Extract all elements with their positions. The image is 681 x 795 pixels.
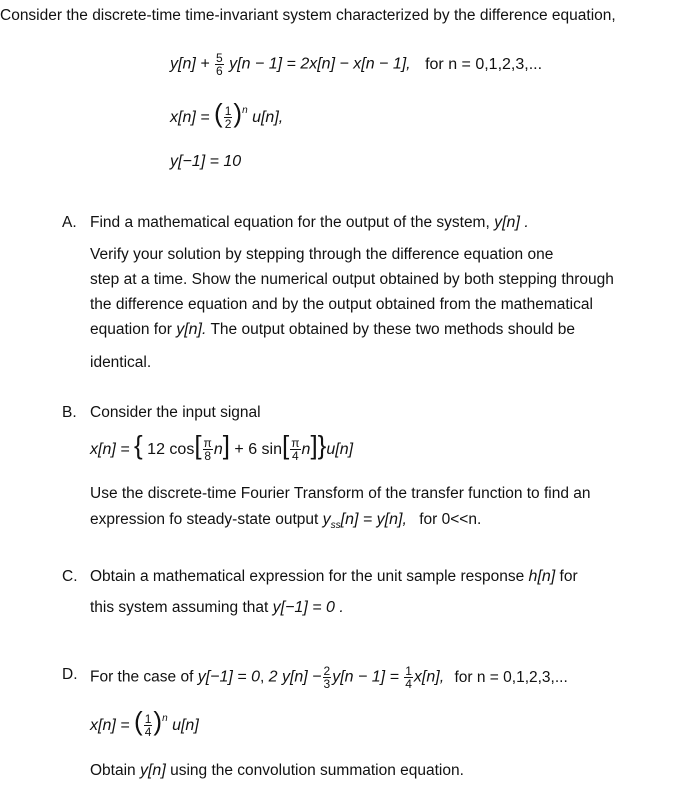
- frac-den: 4: [292, 449, 299, 464]
- part-b-line2: Use the discrete-time Fourier Transform of the transfer function to find an: [90, 485, 591, 502]
- frac-den: 2: [224, 117, 232, 132]
- eq-sin-term: + 6 sin: [234, 441, 283, 458]
- part-b-line3-a: expression fo steady-state output: [90, 511, 319, 528]
- part-d-range: for n = 0,1,2,3,...: [454, 668, 568, 686]
- difference-equation: [170, 52, 542, 77]
- frac-num: 1: [405, 664, 412, 678]
- part-a-line1-math: y[n] .: [494, 214, 529, 231]
- left-paren: (: [214, 98, 223, 128]
- part-d-line3-math: y[n]: [139, 762, 166, 779]
- eq-n1: n: [213, 441, 223, 458]
- part-a-letter: A.: [62, 214, 77, 231]
- eq-lhs: x[n] =: [90, 717, 130, 734]
- eq-lhs: x[n] =: [90, 441, 130, 458]
- part-d-line3: [90, 761, 464, 781]
- frac-den: 8: [204, 449, 212, 464]
- part-d-line3-b: using the convolution summation equation.: [170, 762, 464, 779]
- eq-cos-term: 12 cos: [147, 441, 195, 458]
- part-b-line3: [90, 510, 481, 532]
- eq-n2: n: [301, 441, 311, 458]
- initial-condition: [170, 153, 241, 171]
- part-a-line5-math: y[n].: [176, 321, 207, 338]
- fraction-1-4: [144, 713, 153, 738]
- eq2-tail: u[n],: [252, 109, 284, 126]
- part-d-letter: D.: [62, 666, 78, 683]
- part-b-line3-sub: ss: [330, 520, 341, 531]
- right-bracket: ]: [310, 430, 318, 460]
- eq1-rest: y[n − 1] = 2x[n] − x[n − 1],: [229, 55, 411, 73]
- part-a-line3: step at a time. Show the numerical output obtained by both stepping through: [90, 271, 614, 288]
- right-bracket: ]: [222, 430, 230, 460]
- part-b-line3-math: y: [322, 511, 331, 528]
- part-d-input-equation: [90, 708, 199, 738]
- part-b-letter: B.: [62, 404, 77, 421]
- right-brace: }: [317, 430, 327, 460]
- part-a-line1-text: Find a mathematical equation for the output of the system,: [90, 214, 490, 231]
- part-a-line1: [90, 213, 529, 233]
- part-d-line1-math1: y[−1] = 0: [197, 668, 260, 686]
- frac-den: 6: [216, 64, 223, 78]
- frac-den: 3: [323, 677, 331, 691]
- exponent: n: [162, 713, 168, 724]
- part-c-line1-math: h[n]: [528, 568, 556, 585]
- frac-num: 1: [144, 712, 152, 727]
- part-a-line2: Verify your solution by stepping through the difference equation one: [90, 246, 554, 263]
- part-d-line1: [90, 665, 568, 690]
- part-c-line1: [90, 567, 578, 587]
- right-paren: ): [153, 706, 163, 736]
- fraction-1-4: [404, 665, 413, 690]
- frac-num: π: [203, 436, 212, 451]
- eq1-lhs: y[n] +: [170, 55, 210, 73]
- part-c-line1-a: Obtain a mathematical expression for the unit sample response: [90, 568, 525, 585]
- fraction-pi-4: [290, 437, 300, 462]
- part-c-line2: [90, 598, 344, 618]
- frac-num: 2: [323, 664, 331, 678]
- eq-tail: u[n]: [326, 441, 354, 458]
- part-d-line1-a: For the case of: [90, 668, 194, 686]
- part-d-comma: ,: [259, 668, 265, 686]
- part-d-math2a: 2 y[n] −: [268, 668, 322, 686]
- eq-tail: u[n]: [172, 717, 199, 734]
- left-brace: {: [134, 430, 143, 460]
- input-signal-equation: [170, 100, 283, 130]
- left-paren: (: [134, 706, 143, 736]
- part-d-math2c: x[n],: [413, 668, 445, 686]
- part-c-line2-a: this system assuming that: [90, 599, 269, 616]
- fraction-1-2: [224, 105, 233, 130]
- frac-den: 4: [405, 677, 412, 691]
- part-d-line3-a: Obtain: [90, 762, 136, 779]
- part-a-line5-b: The output obtained by these two methods should be: [210, 321, 575, 338]
- part-b-line3-b: for 0<<n.: [419, 511, 482, 528]
- part-d-math2b: y[n − 1] =: [332, 668, 399, 686]
- part-a-line4: the difference equation and by the output obtained from the mathematical: [90, 296, 593, 313]
- frac-num: 5: [216, 51, 223, 65]
- exponent: n: [242, 105, 248, 116]
- eq1-range: for n = 0,1,2,3,...: [425, 55, 543, 73]
- frac-den: 4: [144, 725, 152, 740]
- part-a-line5-a: equation for: [90, 321, 172, 338]
- part-b-line3-math2: [n] = y[n],: [340, 511, 407, 528]
- part-b-input-equation: [90, 432, 353, 462]
- part-c-line2-math: y[−1] = 0 .: [272, 599, 344, 616]
- part-a-line5: [90, 320, 575, 340]
- intro-text: Consider the discrete-time time-invariant system characterized by the difference equation,: [0, 7, 616, 24]
- left-bracket: [: [282, 430, 290, 460]
- part-a-line6: identical.: [90, 354, 152, 371]
- fraction-2-3: [323, 665, 332, 690]
- right-paren: ): [233, 98, 243, 128]
- part-b-line1: Consider the input signal: [90, 404, 261, 421]
- left-bracket: [: [194, 430, 202, 460]
- eq3: y[−1] = 10: [170, 153, 242, 170]
- eq2-lhs: x[n] =: [170, 109, 210, 126]
- part-c-letter: C.: [62, 568, 78, 585]
- part-c-line1-b: for: [559, 568, 578, 585]
- fraction-pi-8: [203, 437, 213, 462]
- frac-num: 1: [224, 104, 232, 119]
- frac-num: π: [291, 436, 300, 451]
- fraction-5-6: [215, 52, 224, 77]
